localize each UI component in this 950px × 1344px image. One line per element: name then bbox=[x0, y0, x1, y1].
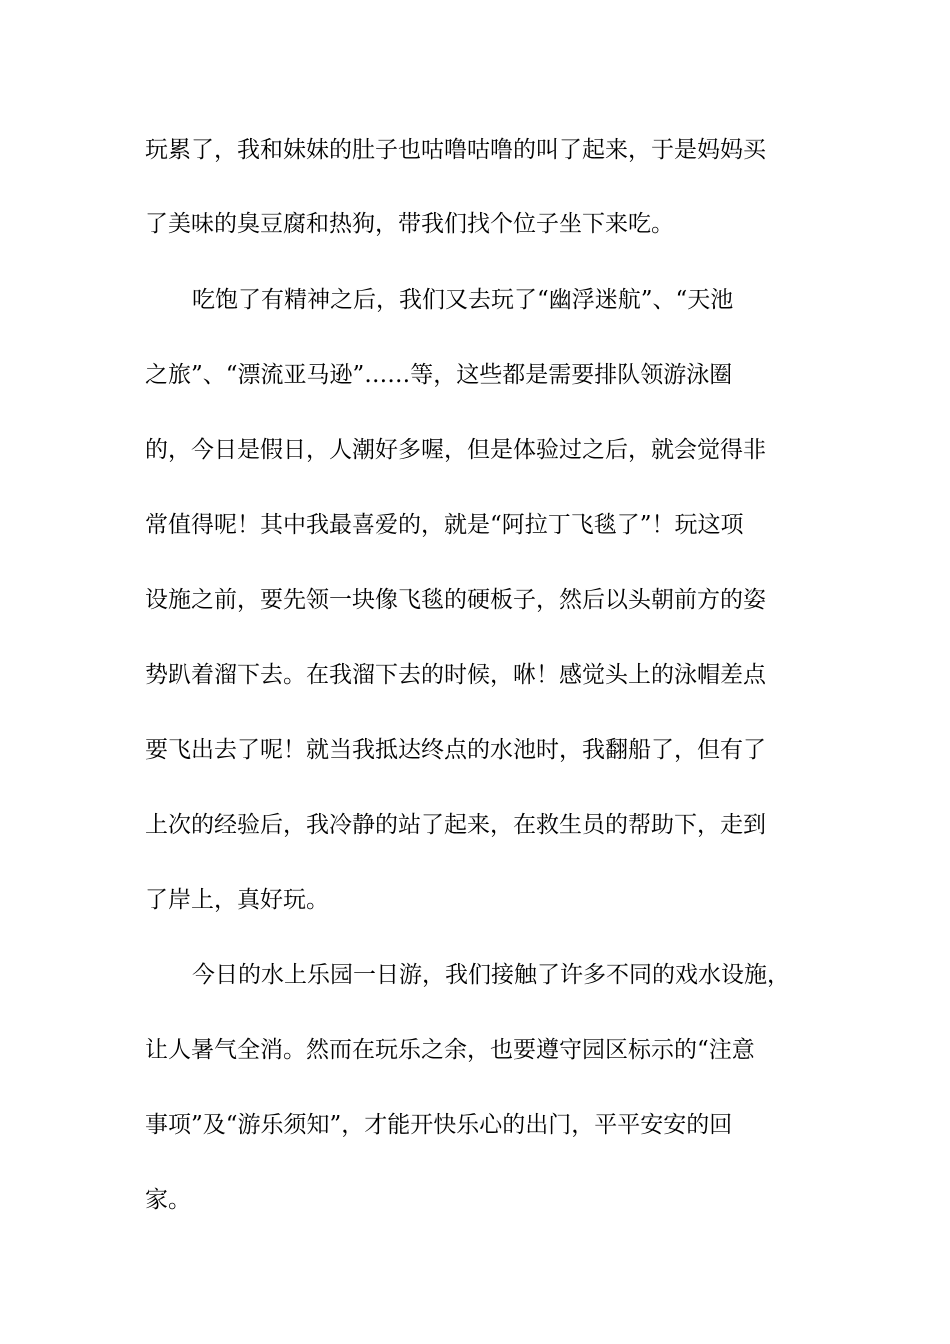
text-line: 的，今日是假日，人潮好多喔，但是体验过之后，就会觉得非 bbox=[145, 437, 766, 463]
text-line: 家。 bbox=[145, 1187, 191, 1213]
text-line: 常值得呢！其中我最喜爱的，就是“阿拉丁飞毯了”！玩这项 bbox=[145, 512, 744, 538]
text-line: 势趴着溜下去。在我溜下去的时候，咻！感觉头上的泳帽差点 bbox=[145, 662, 766, 688]
text-line: 事项”及“游乐须知”，才能开快乐心的出门，平平安安的回 bbox=[145, 1112, 733, 1138]
text-line: 玩累了，我和妹妹的肚子也咕噜咕噜的叫了起来，于是妈妈买 bbox=[145, 137, 766, 163]
text-line: 设施之前，要先领一块像飞毯的硬板子，然后以头朝前方的姿 bbox=[145, 587, 766, 613]
text-line: 要飞出去了呢！就当我抵达终点的水池时，我翻船了，但有了 bbox=[145, 737, 766, 763]
text-line: 上次的经验后，我冷静的站了起来，在救生员的帮助下，走到 bbox=[145, 812, 766, 838]
text-line: 了岸上，真好玩。 bbox=[145, 887, 329, 913]
paragraph-start-line: 吃饱了有精神之后，我们又去玩了“幽浮迷航”、“天池 bbox=[192, 287, 734, 313]
text-line: 之旅”、“漂流亚马逊”……等，这些都是需要排队领游泳圈 bbox=[145, 362, 733, 388]
text-line: 让人暑气全消。然而在玩乐之余，也要遵守园区标示的“注意 bbox=[145, 1037, 755, 1063]
paragraph-start-line: 今日的水上乐园一日游，我们接触了许多不同的戏水设施， bbox=[192, 962, 790, 988]
text-line: 了美味的臭豆腐和热狗，带我们找个位子坐下来吃。 bbox=[145, 211, 674, 237]
